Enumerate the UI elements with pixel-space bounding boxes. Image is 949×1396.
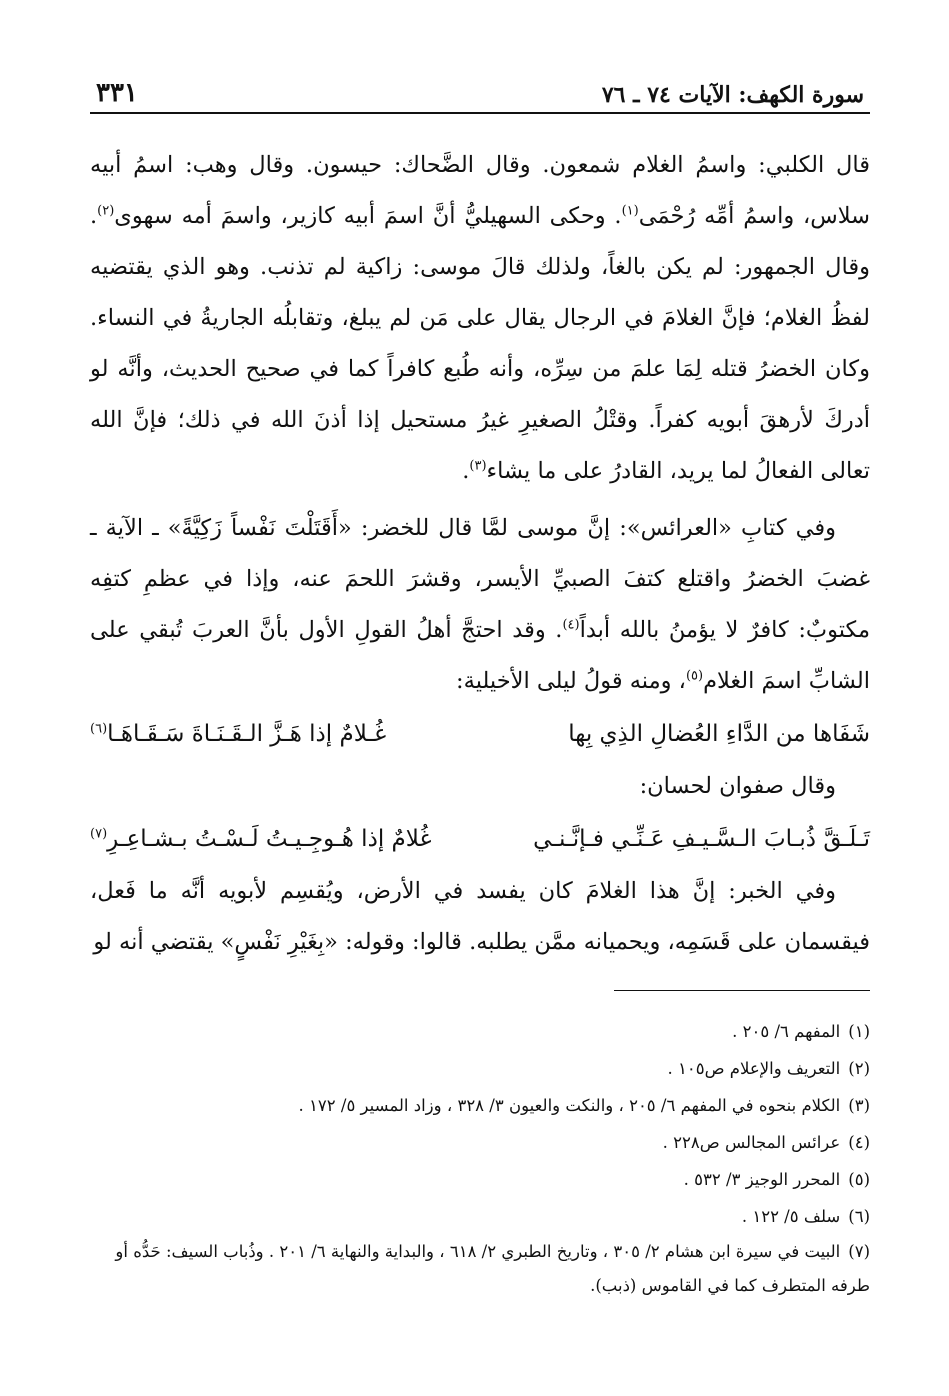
paragraph-1 bbox=[90, 140, 870, 497]
footnote-text: المحرر الوجيز ٣/ ٥٣٢ . bbox=[683, 1170, 841, 1189]
footnote-ref-5: (٥) bbox=[685, 668, 704, 684]
footnote-3 bbox=[90, 1087, 870, 1124]
footnote-ref-1: (١) bbox=[621, 203, 639, 219]
verse-2-second-text: غُلامٌ إذا هُـوجِـيـتُ لَـسْـتُ بـشـاعِـرِ bbox=[107, 826, 432, 852]
footnote-2 bbox=[90, 1050, 870, 1087]
footnote-number: (٤) bbox=[848, 1133, 870, 1152]
footnote-6 bbox=[90, 1198, 870, 1235]
main-text bbox=[90, 140, 870, 968]
footnote-number: (٣) bbox=[848, 1096, 870, 1115]
verse-1-second-hemistich bbox=[90, 707, 386, 761]
paragraph-2-part-a: وفي كتابِ «العرائس»: إنَّ موسى لمَّا قال للخضر: «أَقَتَلْتَ نَفْساً زَكِيَّةً» ـ الآية ـ غضبَ الخضرُ واقتلع كتفَ الصبيِّ الأيسر، وقشرَ اللحمَ عنه، وإذا في عظمِ كتفِه مكتوبٌ: كافرٌ لا يؤمنُ بالله أبداً bbox=[90, 515, 870, 643]
footnote-number: (٢) bbox=[848, 1059, 870, 1078]
verse-1-first-hemistich: شَفَاها من الدَّاءِ العُضالِ الذِي بِها bbox=[568, 721, 870, 747]
paragraph-safwan: وقال صفوان لحسان: bbox=[639, 773, 836, 799]
paragraph-1-part-d: . bbox=[462, 458, 470, 484]
verse-2-first-hemistich: تَـلَـقَّ ذُبـابَ الـسَّـيـفِ عَـنِّـي فـإنَّـنـي bbox=[533, 826, 870, 852]
footnote-number: (٧) bbox=[848, 1242, 870, 1261]
footnotes bbox=[90, 1013, 870, 1303]
paragraph-2-part-b: . وقد احتجَّ أهلُ القولِ الأول بأنَّ العربَ تُبقي على الشابِّ اسمَ الغلام bbox=[90, 617, 870, 694]
verse-2-second-hemistich bbox=[90, 812, 432, 866]
footnote-ref-7: (٧) bbox=[90, 826, 108, 842]
footnote-ref-4: (٤) bbox=[562, 617, 580, 633]
book-page bbox=[90, 70, 870, 1303]
paragraph-2-part-c: ، ومنه قولُ ليلى الأخيلية: bbox=[456, 668, 686, 694]
footnote-5 bbox=[90, 1161, 870, 1198]
footnote-ref-2: (٢) bbox=[97, 203, 115, 219]
page-number: ٣٣١ bbox=[96, 78, 138, 108]
surah-verses-title: سورة الكهف: الآيات ٧٤ ـ ٧٦ bbox=[601, 82, 864, 108]
footnote-number: (٥) bbox=[848, 1170, 870, 1189]
footnote-text: البيت في سيرة ابن هشام ٢/ ٣٠٥ ، وتاريخ الطبري ٢/ ٦١٨ ، والبداية والنهاية ٦/ ٢٠١ . وذُباب السيف: حَدُّه أو طرفه المتطرف كما في القاموس (ذبب). bbox=[115, 1242, 870, 1295]
paragraph-1-part-c: . وقال الجمهور: لم يكن بالغاً، ولذلك قالَ موسى: زاكية لم تذنب. وهو الذي يقتضيه لفظُ الغلام؛ فإنَّ الغلامَ في الرجال يقال على مَن لم يبلغ، وتقابلُه الجاريةُ في النساء. وكان الخضرُ قتله لِمَا علمَ من سِرِّه، وأنه طُبع كافراً كما في صحيح الحديث، وأنَّه لو أدركَ لأرهقَ أبويه كفراً. وقتْلُ الصغيرِ غيرُ مستحيل إذا أذنَ الله في ذلك؛ فإنَّ الله تعالى الفعالُ لما يريد، القادرُ على ما يشاء bbox=[90, 203, 870, 484]
footnote-text: التعريف والإعلام ص١٠٥ . bbox=[667, 1059, 841, 1078]
verse-safwan bbox=[90, 812, 870, 866]
verse-1-second-text: غُـلامٌ إذا هَـزَّ الـقَـنَـاةَ سَـقَـاهَـا bbox=[107, 721, 387, 747]
footnote-1 bbox=[90, 1013, 870, 1050]
footnote-7 bbox=[90, 1235, 870, 1303]
footnote-ref-6: (٦) bbox=[90, 721, 108, 737]
footnote-4 bbox=[90, 1124, 870, 1161]
paragraph-1-part-b: . وحكى السهيليُّ أنَّ اسمَ أبيه كازير، واسمَ أمه سهوى bbox=[114, 203, 622, 229]
footnote-text: المفهم ٦/ ٢٠٥ . bbox=[732, 1022, 841, 1041]
verse-laila bbox=[90, 707, 870, 761]
footnote-number: (١) bbox=[848, 1022, 870, 1041]
footnote-text: الكلام بنحوه في المفهم ٦/ ٢٠٥ ، والنكت والعيون ٣/ ٣٢٨ ، وزاد المسير ٥/ ١٧٢ . bbox=[298, 1096, 841, 1115]
paragraph-3: وفي الخبر: إنَّ هذا الغلامَ كان يفسد في الأرض، ويُقسِم لأبويه أنَّه ما فَعل، فيقسمان على قَسَمِه، ويحميانه ممَّن يطلبه. قالوا: وقوله: «بِغَيْرِ نَفْسٍ» يقتضي أنه لو bbox=[90, 878, 870, 955]
footnote-ref-3: (٣) bbox=[469, 458, 487, 474]
footnote-number: (٦) bbox=[848, 1207, 870, 1226]
paragraph-1-part-a: قال الكلبي: واسمُ الغلام شمعون. وقال الضَّحاك: حيسون. وقال وهب: اسمُ أبيه سلاس، واسمُ أمِّه رُحْمَى bbox=[90, 152, 870, 229]
paragraph-2 bbox=[90, 503, 870, 707]
running-header bbox=[90, 70, 870, 114]
footnote-text: سلف ٥/ ١٢٢ . bbox=[741, 1207, 841, 1226]
footnote-text: عرائس المجالس ص٢٢٨ . bbox=[662, 1133, 841, 1152]
footnote-divider bbox=[614, 990, 870, 991]
